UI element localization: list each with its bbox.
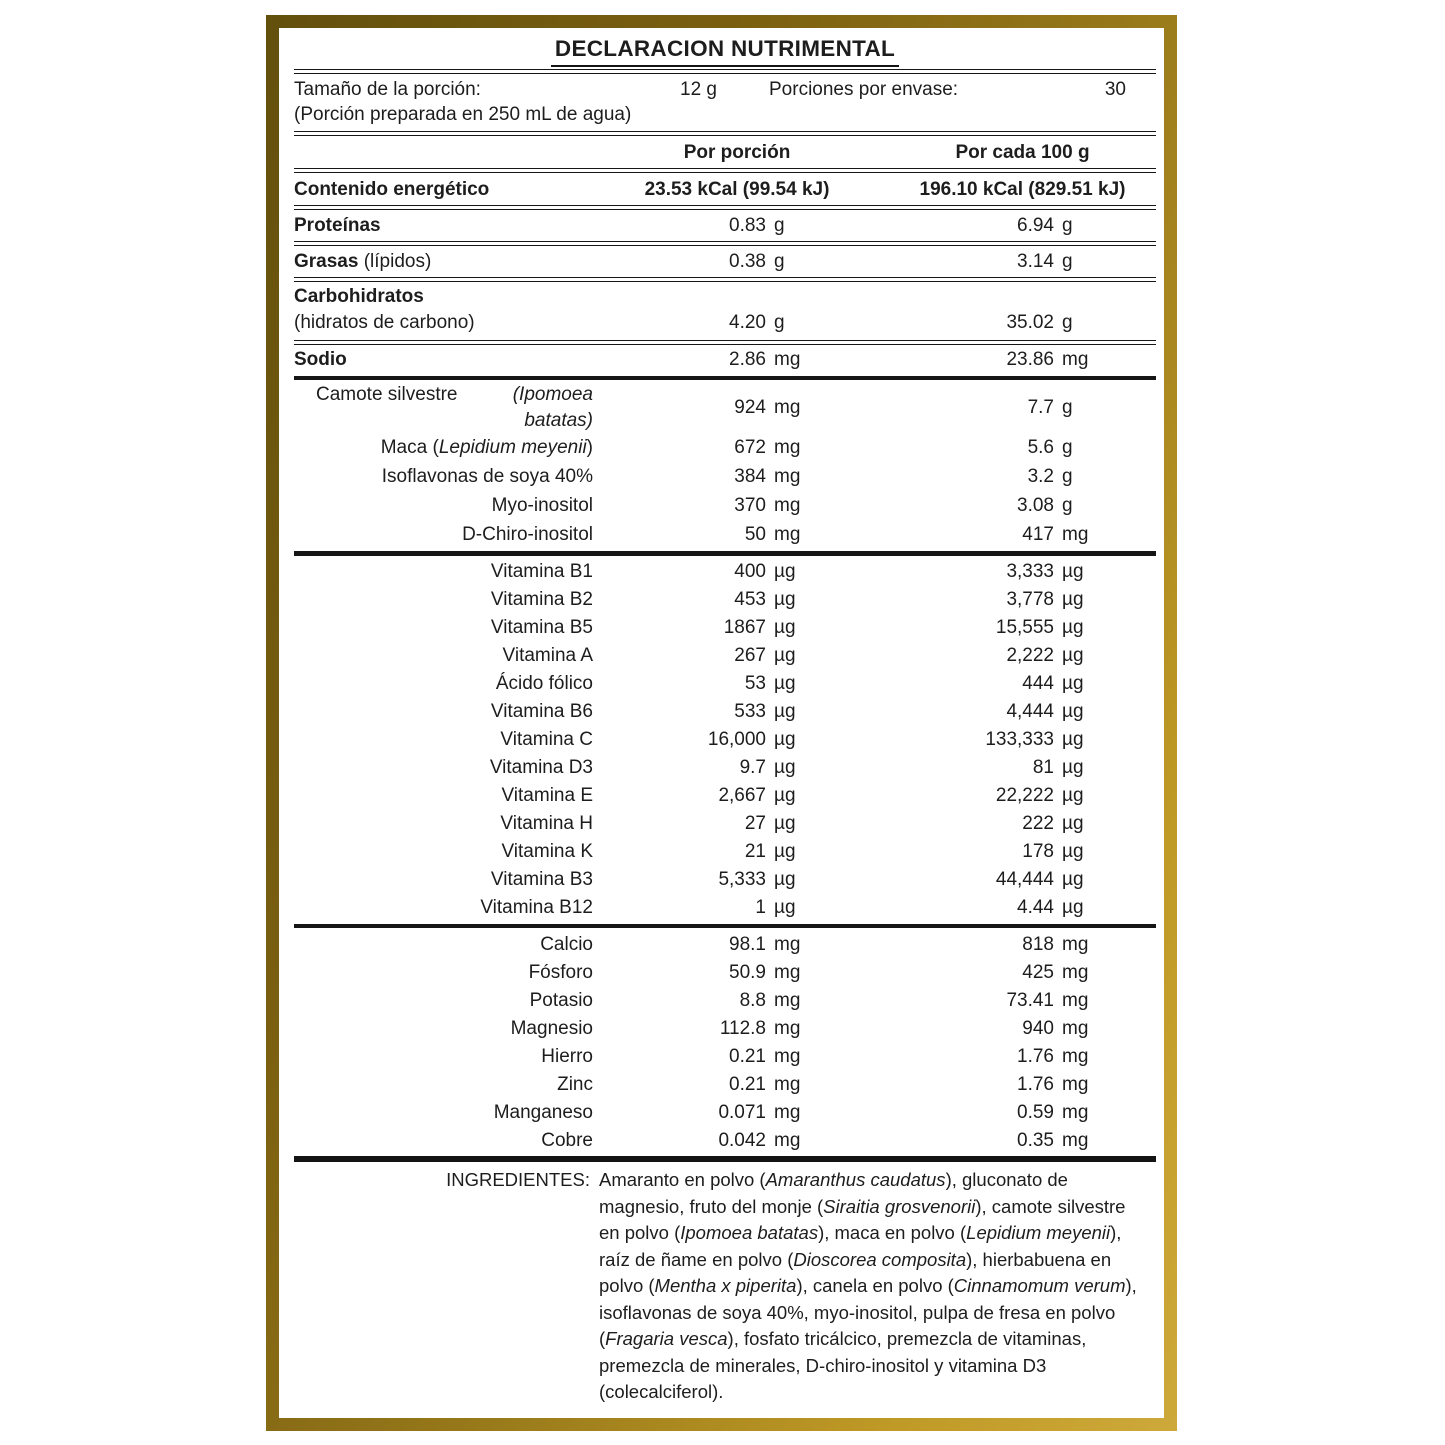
per-100g-unit: mg — [1062, 1101, 1089, 1123]
per-serving-unit: mg — [774, 495, 801, 517]
per-100g-value: 940 — [1022, 1017, 1054, 1039]
per-100g-header: Por cada 100 g — [955, 141, 1090, 163]
botanical-row — [294, 520, 1156, 549]
vitamin-row — [294, 866, 1156, 894]
row-label: Vitamina B1 — [490, 561, 593, 583]
row-label: D-Chiro-inositol — [462, 524, 593, 546]
label-title: DECLARACION NUTRIMENTAL — [294, 34, 1156, 67]
row-label: Vitamina B6 — [490, 701, 593, 723]
per-100g-value: 818 — [1022, 933, 1054, 955]
per-serving-unit: µg — [774, 813, 796, 835]
per-100g-value: 0.59 — [1017, 1101, 1054, 1123]
vitamin-row — [294, 698, 1156, 726]
per-serving-unit: µg — [774, 869, 796, 891]
per-100g-value: 22,222 — [995, 785, 1054, 807]
botanical-row — [294, 491, 1156, 520]
row-label: Isoflavonas de soya 40% — [381, 466, 593, 488]
per-serving-unit: µg — [774, 589, 796, 611]
per-serving-value: 50 — [744, 524, 766, 546]
row-label: Vitamina A — [502, 645, 593, 667]
row-label: Ácido fólico — [495, 673, 593, 695]
vitamin-row — [294, 782, 1156, 810]
per-serving-unit: mg — [774, 961, 801, 983]
vitamin-row — [294, 670, 1156, 698]
per-serving-value: 0.21 — [729, 1073, 766, 1095]
divider — [294, 340, 1156, 345]
row-label: Magnesio — [510, 1017, 593, 1039]
per-serving-unit: mg — [774, 1073, 801, 1095]
mineral-row — [294, 1070, 1156, 1098]
column-header-row — [294, 138, 1156, 166]
per-100g-unit: mg — [1062, 1129, 1089, 1151]
per-100g-value: 178 — [1022, 841, 1054, 863]
vitamin-section — [294, 558, 1156, 922]
mineral-section — [294, 930, 1156, 1154]
per-100g-unit: µg — [1062, 673, 1084, 695]
gold-frame — [266, 15, 1177, 1431]
divider — [294, 241, 1156, 246]
per-serving-unit: µg — [774, 617, 796, 639]
per-100g-unit: mg — [1062, 989, 1089, 1011]
per-serving-header: Por porción — [683, 141, 791, 163]
vitamin-row — [294, 754, 1156, 782]
per-100g-unit: mg — [1062, 933, 1089, 955]
mineral-row — [294, 1098, 1156, 1126]
nutrition-label — [279, 28, 1164, 1418]
per-serving-unit: µg — [774, 561, 796, 583]
per-serving-value: 53 — [744, 673, 766, 695]
row-label: Fósforo — [528, 961, 593, 983]
row-label: Potasio — [529, 989, 593, 1011]
mineral-row — [294, 1014, 1156, 1042]
mineral-row — [294, 1042, 1156, 1070]
per-100g-unit: g — [1062, 495, 1073, 517]
servings-per-container-label: Porciones por envase: — [769, 78, 959, 100]
vitamin-row — [294, 810, 1156, 838]
per-100g-value: 3,778 — [1006, 589, 1054, 611]
per-serving-unit: µg — [774, 645, 796, 667]
row-label: Vitamina B5 — [490, 617, 593, 639]
per-100g-value: 425 — [1022, 961, 1054, 983]
vitamin-row — [294, 614, 1156, 642]
energy-per-100g: 196.10 kCal (829.51 kJ) — [919, 178, 1126, 200]
prepared-note: (Porción preparada en 250 mL de agua) — [294, 104, 632, 126]
energy-per-serving: 23.53 kCal (99.54 kJ) — [644, 178, 830, 200]
per-100g-value: 5.6 — [1027, 437, 1054, 459]
per-serving-value: 384 — [734, 466, 766, 488]
per-serving-value: 2,667 — [718, 785, 766, 807]
section-divider — [294, 924, 1156, 929]
row-label: Vitamina B2 — [490, 589, 593, 611]
per-100g-unit: µg — [1062, 729, 1084, 751]
per-100g-unit: g — [1062, 396, 1073, 418]
per-serving-value: 98.1 — [729, 933, 766, 955]
divider — [294, 277, 1156, 282]
per-100g-value: 4,444 — [1006, 701, 1054, 723]
per-serving-unit: mg — [774, 437, 801, 459]
per-100g-unit: µg — [1062, 841, 1084, 863]
fat-row: Grasas (lípidos) 0.38 g 3.14 g — [294, 251, 1073, 273]
per-serving-unit: mg — [774, 1017, 801, 1039]
per-100g-value: 417 — [1022, 524, 1054, 546]
per-serving-unit: µg — [774, 673, 796, 695]
section-divider — [294, 376, 1156, 381]
row-label: Myo-inositol — [491, 495, 593, 517]
per-serving-value: 112.8 — [719, 1017, 766, 1039]
row-label: Vitamina B3 — [490, 869, 593, 891]
botanical-section — [294, 382, 1156, 549]
per-100g-unit: µg — [1062, 785, 1084, 807]
botanical-row — [294, 462, 1156, 491]
per-serving-unit: µg — [774, 701, 796, 723]
per-100g-value: 1.76 — [1017, 1045, 1054, 1067]
per-100g-unit: g — [1062, 466, 1073, 488]
per-100g-unit: µg — [1062, 645, 1084, 667]
vitamin-row — [294, 838, 1156, 866]
serving-size-label: Tamaño de la porción: — [294, 78, 481, 100]
per-100g-value: 3.2 — [1027, 466, 1054, 488]
per-serving-unit: µg — [774, 729, 796, 751]
protein-row: Proteínas 0.83 g 6.94 g — [294, 215, 1073, 237]
per-serving-value: 672 — [734, 437, 766, 459]
per-100g-value: 3,333 — [1006, 561, 1054, 583]
per-serving-unit: µg — [774, 841, 796, 863]
row-label: Vitamina C — [500, 729, 593, 751]
per-100g-value: 15,555 — [995, 617, 1054, 639]
carbohydrate-row: Carbohidratos (hidratos de carbono) 4.20 g 35.02 g — [294, 286, 1073, 334]
mineral-row — [294, 930, 1156, 958]
per-serving-value: 924 — [734, 396, 766, 418]
divider — [294, 131, 1156, 136]
per-serving-unit: µg — [774, 785, 796, 807]
per-serving-unit: mg — [774, 466, 801, 488]
per-100g-unit: µg — [1062, 869, 1084, 891]
per-100g-value: 222 — [1022, 813, 1054, 835]
divider — [294, 69, 1156, 74]
per-serving-unit: mg — [774, 524, 801, 546]
per-serving-unit: mg — [774, 1129, 801, 1151]
per-100g-value: 44,444 — [995, 869, 1054, 891]
per-100g-value: 81 — [1032, 757, 1054, 779]
per-100g-value: 7.7 — [1027, 396, 1054, 418]
per-100g-value: 73.41 — [1006, 989, 1054, 1011]
per-serving-unit: mg — [774, 396, 801, 418]
vitamin-row — [294, 726, 1156, 754]
energy-row — [294, 175, 1156, 203]
botanical-row — [294, 433, 1156, 462]
per-serving-unit: mg — [774, 989, 801, 1011]
per-serving-value: 1867 — [723, 617, 766, 639]
serving-size-row — [294, 76, 1156, 102]
per-serving-value: 8.8 — [739, 989, 766, 1011]
per-100g-unit: µg — [1062, 701, 1084, 723]
mineral-row — [294, 986, 1156, 1014]
row-label: Vitamina H — [500, 813, 593, 835]
per-100g-value: 1.76 — [1017, 1073, 1054, 1095]
mineral-row — [294, 1126, 1156, 1154]
per-serving-value: 533 — [734, 701, 766, 723]
per-100g-value: 133,333 — [985, 729, 1054, 751]
row-label: Camote silvestre (Ipomoea batatas) — [316, 384, 593, 431]
row-label: Cobre — [541, 1129, 593, 1151]
per-serving-value: 400 — [734, 561, 766, 583]
vitamin-row — [294, 642, 1156, 670]
per-100g-unit: µg — [1062, 813, 1084, 835]
section-divider — [294, 1156, 1156, 1162]
row-label: Maca (Lepidium meyenii) — [380, 437, 593, 459]
per-100g-unit: mg — [1062, 524, 1089, 546]
section-divider — [294, 551, 1156, 556]
per-serving-value: 5,333 — [718, 869, 766, 891]
botanical-row — [294, 382, 1156, 433]
serving-size-value: 12 g — [680, 78, 717, 100]
per-serving-value: 0.21 — [729, 1045, 766, 1067]
per-serving-value: 370 — [734, 495, 766, 517]
per-serving-value: 0.042 — [718, 1129, 766, 1151]
per-100g-unit: µg — [1062, 617, 1084, 639]
per-serving-unit: µg — [774, 757, 796, 779]
per-100g-value: 2,222 — [1006, 645, 1054, 667]
per-100g-unit: µg — [1062, 897, 1084, 919]
per-serving-unit: mg — [774, 933, 801, 955]
per-100g-unit: mg — [1062, 961, 1089, 983]
vitamin-row — [294, 894, 1156, 922]
per-100g-unit: mg — [1062, 1073, 1089, 1095]
row-label: Zinc — [557, 1073, 593, 1095]
per-100g-unit: mg — [1062, 1045, 1089, 1067]
per-serving-value: 9.7 — [739, 757, 766, 779]
per-100g-unit: µg — [1062, 561, 1084, 583]
per-serving-value: 16,000 — [707, 729, 766, 751]
per-100g-unit: µg — [1062, 589, 1084, 611]
row-label: Vitamina B12 — [480, 897, 593, 919]
row-label: Vitamina K — [501, 841, 593, 863]
divider — [294, 168, 1156, 173]
row-label: Vitamina D3 — [489, 757, 593, 779]
per-serving-unit: mg — [774, 1045, 801, 1067]
per-100g-value: 3.08 — [1017, 495, 1054, 517]
per-serving-value: 1 — [755, 897, 766, 919]
vitamin-row — [294, 586, 1156, 614]
per-100g-value: 0.35 — [1017, 1129, 1054, 1151]
per-serving-value: 21 — [744, 841, 766, 863]
ingredients-label: INGREDIENTES: — [446, 1169, 590, 1191]
vitamin-row — [294, 558, 1156, 586]
energy-label: Contenido energético — [294, 178, 490, 200]
row-label: Vitamina E — [501, 785, 593, 807]
per-100g-unit: g — [1062, 437, 1073, 459]
per-serving-unit: µg — [774, 897, 796, 919]
servings-per-container-value: 30 — [1104, 78, 1126, 100]
per-serving-value: 0.071 — [718, 1101, 766, 1123]
per-serving-value: 27 — [744, 813, 766, 835]
per-serving-value: 50.9 — [729, 961, 766, 983]
per-100g-unit: µg — [1062, 757, 1084, 779]
per-100g-value: 4.44 — [1017, 897, 1054, 919]
row-label: Manganeso — [493, 1101, 593, 1123]
sodium-row: Sodio 2.86 mg 23.86 mg — [294, 349, 1089, 371]
per-serving-unit: mg — [774, 1101, 801, 1123]
row-label: Calcio — [540, 933, 593, 955]
ingredients-text: Amaranto en polvo (Amaranthus caudatus), gluconato de magnesio, fruto del monje (Siraitia grosvenorii), camote silvestre en polvo (Ipomoea batatas), maca en polvo (Lepidium meyenii), raíz de ñame en polvo (Dioscorea composita), hierbabuena en polvo (Mentha x piperita), canela en polvo (Cinnamomum verum), isoflavonas de soya 40%, myo-inositol, pulpa de fresa en polvo (Fragaria vesca), fosfato tricálcico, premezcla de vitaminas, premezcla de minerales, D-chiro-inositol y vitamina D3 (colecalciferol). — [599, 1169, 1137, 1403]
divider — [294, 205, 1156, 210]
mineral-row — [294, 958, 1156, 986]
per-serving-value: 267 — [734, 645, 766, 667]
per-serving-value: 453 — [734, 589, 766, 611]
row-label: Hierro — [541, 1045, 593, 1067]
ingredients-block — [294, 1167, 1156, 1406]
per-100g-unit: mg — [1062, 1017, 1089, 1039]
per-100g-value: 444 — [1022, 673, 1054, 695]
